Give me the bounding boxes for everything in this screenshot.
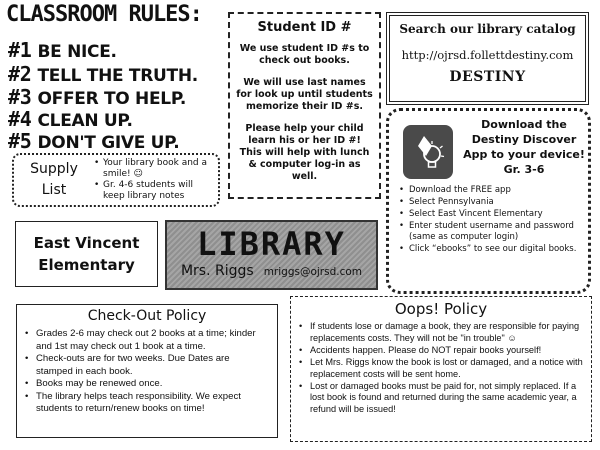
lightbulb-app-icon bbox=[403, 125, 453, 179]
catalog-heading: Search our library catalog bbox=[399, 22, 576, 36]
list-item: • If students lose or damage a book, they are responsible for paying replacements costs. They will not be "in trouble" ☺ bbox=[299, 321, 583, 345]
school-name-line: Elementary bbox=[38, 256, 135, 274]
app-download-box bbox=[386, 108, 591, 294]
list-item: • The library helps teach responsibility. We expect students to return/renew books on time! bbox=[25, 391, 269, 416]
list-item: • Click “ebooks” to see our digital books. bbox=[397, 244, 587, 255]
rule-item: #1 BE NICE. bbox=[8, 38, 117, 62]
list-item: • Your library book and a smile! ☺ bbox=[94, 158, 216, 180]
checkout-policy-title: Check-Out Policy bbox=[87, 308, 207, 324]
student-id-paragraph: We will use last names for look up until students memorize their ID #s. bbox=[236, 77, 373, 112]
student-id-paragraph: We use student ID #s to check out books. bbox=[239, 43, 370, 66]
list-item: • Enter student username and password (same as computer login) bbox=[397, 221, 587, 243]
checkout-policy-box bbox=[16, 304, 278, 438]
list-item: • Accidents happen. Please do NOT repair books yourself! bbox=[299, 345, 583, 357]
library-banner bbox=[165, 220, 378, 290]
rule-item: #4 CLEAN UP. bbox=[8, 107, 133, 131]
catalog-url-link[interactable]: http://ojrsd.follettdestiny.com bbox=[401, 48, 574, 62]
checkout-policy-list bbox=[25, 328, 269, 416]
student-id-title: Student ID # bbox=[257, 20, 352, 35]
app-heading: Download the Destiny Discover App to your device! Gr. 3-6 bbox=[463, 118, 585, 176]
teacher-email-link[interactable]: mriggs@ojrsd.com bbox=[263, 266, 363, 278]
school-name-line: East Vincent bbox=[33, 234, 140, 252]
list-item: • Select Pennsylvania bbox=[397, 197, 587, 208]
oops-policy-box bbox=[290, 296, 592, 442]
supply-list-label: Supply List bbox=[30, 161, 78, 198]
list-item: • Let Mrs. Riggs know the book is lost or damaged, and a notice with replacement costs will be sent home. bbox=[299, 357, 583, 381]
list-item: • Grades 2-6 may check out 2 books at a time; kinder and 1st may check out 1 book at a time. bbox=[25, 328, 269, 353]
list-item: • Books may be renewed once. bbox=[25, 378, 269, 391]
catalog-box bbox=[386, 12, 589, 105]
app-steps-list bbox=[397, 185, 587, 256]
rule-item: #3 OFFER TO HELP. bbox=[8, 85, 187, 109]
rule-item: #2 TELL THE TRUTH. bbox=[8, 62, 198, 86]
classroom-rules-title: CLASSROOM RULES: bbox=[6, 2, 202, 27]
list-item: • Check-outs are for two weeks. Due Dates are stamped in each book. bbox=[25, 353, 269, 378]
student-id-box bbox=[228, 12, 381, 199]
supply-list-box bbox=[12, 153, 220, 207]
list-item: • Download the FREE app bbox=[397, 185, 587, 196]
list-item: • Lost or damaged books must be paid for, not simply replaced. If a lost book is found and returned during the same academic year, a refund will be issued! bbox=[299, 381, 583, 417]
catalog-name: DESTINY bbox=[449, 69, 526, 85]
list-item: • Select East Vincent Elementary bbox=[397, 209, 587, 220]
teacher-name: Mrs. Riggs bbox=[180, 263, 254, 279]
oops-policy-title: Oops! Policy bbox=[394, 300, 488, 318]
supply-list-items bbox=[94, 158, 216, 202]
student-id-paragraph: Please help your child learn his or her ID #! This will help with lunch & computer log-in as well. bbox=[239, 123, 370, 182]
library-title: LIBRARY bbox=[197, 225, 346, 263]
rule-item: #5 DON'T GIVE UP. bbox=[8, 129, 180, 153]
school-name-box bbox=[15, 221, 158, 287]
oops-policy-list bbox=[299, 321, 583, 416]
list-item: • Gr. 4-6 students will keep library notes bbox=[94, 180, 216, 202]
